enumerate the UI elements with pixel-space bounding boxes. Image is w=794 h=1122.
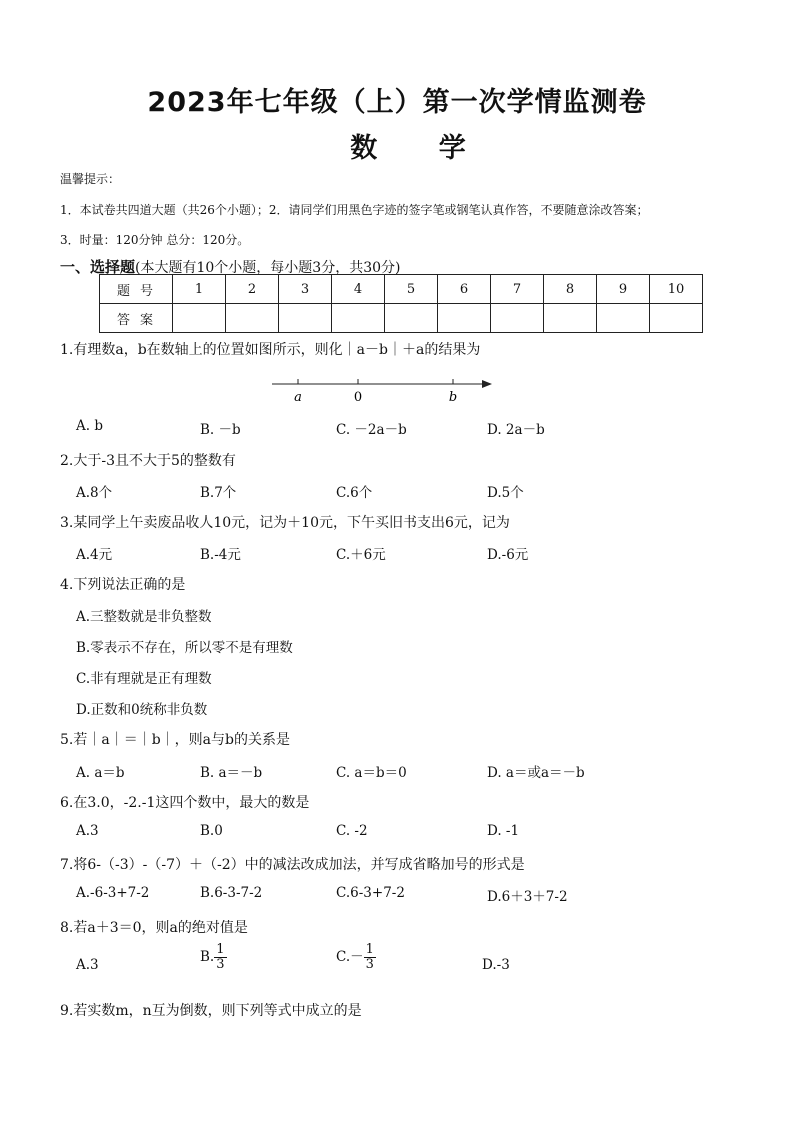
fraction-denominator: 3 bbox=[365, 957, 374, 972]
question-9-stem: 9.若实数m，n互为倒数，则下列等式中成立的是 bbox=[60, 1003, 362, 1019]
fraction-one-third bbox=[214, 943, 226, 972]
section-label: 一、选择题 bbox=[60, 258, 136, 276]
q4-option-c: C.非有理就是正有理数 bbox=[76, 671, 212, 687]
answer-table-row-answers bbox=[100, 304, 703, 333]
q3-option-c: C.＋6元 bbox=[336, 547, 386, 563]
q1-option-c: C. －2a－b bbox=[336, 422, 407, 438]
q3-option-b: B.-4元 bbox=[200, 547, 241, 563]
question-8-stem: 8.若a＋3＝0，则a的绝对值是 bbox=[60, 920, 248, 936]
question-2-stem: 2.大于-3且不大于5的整数有 bbox=[60, 453, 236, 469]
label-b: b bbox=[448, 390, 458, 405]
q6-option-a: A.3 bbox=[76, 823, 99, 839]
answer-table-number: 2 bbox=[226, 275, 279, 304]
q6-option-b: B.0 bbox=[200, 823, 223, 839]
q8-option-b-label: B. bbox=[200, 949, 215, 965]
fraction-numerator: 1 bbox=[216, 942, 225, 957]
answer-table-number: 5 bbox=[385, 275, 438, 304]
fraction-numerator: 1 bbox=[365, 942, 374, 957]
answer-table-number: 6 bbox=[438, 275, 491, 304]
q4-option-a: A.三整数就是非负整数 bbox=[76, 609, 212, 625]
answer-cell[interactable] bbox=[544, 304, 597, 333]
q5-option-d: D. a＝或a＝－b bbox=[487, 765, 585, 781]
answer-table-number: 3 bbox=[279, 275, 332, 304]
q2-option-b: B.7个 bbox=[200, 485, 237, 501]
answer-cell[interactable] bbox=[491, 304, 544, 333]
fraction-one-third bbox=[364, 943, 376, 972]
q5-option-b: B. a＝－b bbox=[200, 765, 263, 781]
tips-line-1: 1．本试卷共四道大题（共26个小题）；2．请同学们用黑色字迹的签字笔或钢笔认真作答，不要随意涂改答案； bbox=[60, 203, 649, 217]
q1-option-d: D. 2a－b bbox=[487, 422, 545, 438]
q8-option-d: D.-3 bbox=[482, 957, 510, 973]
q2-option-c: C.6个 bbox=[336, 485, 373, 501]
question-5-stem: 5.若｜a｜＝｜b｜，则a与b的关系是 bbox=[60, 732, 290, 748]
q6-option-d: D. -1 bbox=[487, 823, 520, 839]
answer-cell[interactable] bbox=[173, 304, 226, 333]
answer-cell[interactable] bbox=[226, 304, 279, 333]
answer-table-row-numbers bbox=[100, 275, 703, 304]
answer-table-number: 7 bbox=[491, 275, 544, 304]
q7-option-d: D.6＋3＋7-2 bbox=[487, 889, 568, 905]
answer-table-header-number: 题号 bbox=[100, 275, 173, 304]
label-0: 0 bbox=[353, 390, 363, 405]
q3-option-a: A.4元 bbox=[76, 547, 113, 563]
q8-option-c bbox=[336, 943, 376, 972]
q8-option-b bbox=[200, 943, 227, 972]
answer-table-number: 9 bbox=[597, 275, 650, 304]
exam-title: 2023年七年级（上）第一次学情监测卷 bbox=[147, 87, 647, 118]
answer-table-header-answer: 答案 bbox=[100, 304, 173, 333]
q8-option-c-label: C.－ bbox=[336, 949, 364, 965]
section-desc: (本大题有10个小题，每小题3分，共30分) bbox=[135, 260, 401, 276]
q2-option-d: D.5个 bbox=[487, 485, 524, 501]
question-4-stem: 4.下列说法正确的是 bbox=[60, 577, 186, 593]
answer-cell[interactable] bbox=[597, 304, 650, 333]
q5-option-c: C. a＝b＝0 bbox=[336, 765, 407, 781]
q5-option-a: A. a＝b bbox=[76, 765, 125, 781]
question-3-stem: 3.某同学上午卖废品收人10元，记为＋10元，下午买旧书支出6元，记为 bbox=[60, 515, 510, 531]
q6-option-c: C. -2 bbox=[336, 823, 368, 839]
answer-cell[interactable] bbox=[332, 304, 385, 333]
q3-option-d: D.-6元 bbox=[487, 547, 529, 563]
label-a: a bbox=[294, 390, 302, 405]
answer-table-number: 1 bbox=[173, 275, 226, 304]
q7-option-c: C.6-3+7-2 bbox=[336, 885, 405, 901]
q2-option-a: A.8个 bbox=[76, 485, 113, 501]
question-1-stem: 1.有理数a，b在数轴上的位置如图所示，则化｜a－b｜＋a的结果为 bbox=[60, 342, 481, 358]
fraction-denominator: 3 bbox=[216, 957, 225, 972]
q4-option-d: D.正数和0统称非负数 bbox=[76, 702, 208, 718]
number-line-arrow bbox=[482, 380, 492, 388]
answer-table-number: 8 bbox=[544, 275, 597, 304]
q7-option-a: A.-6-3+7-2 bbox=[76, 885, 150, 901]
subject-title: 数 学 bbox=[350, 133, 492, 164]
number-line-figure bbox=[270, 372, 500, 406]
answer-cell[interactable] bbox=[385, 304, 438, 333]
answer-cell[interactable] bbox=[438, 304, 491, 333]
q8-option-a: A.3 bbox=[76, 957, 99, 973]
tips-line-2: 3．时量：120分钟 总分：120分。 bbox=[60, 233, 250, 247]
answer-table bbox=[99, 274, 703, 333]
answer-cell[interactable] bbox=[650, 304, 703, 333]
q4-option-b: B.零表示不存在，所以零不是有理数 bbox=[76, 640, 293, 656]
answer-table-number: 10 bbox=[650, 275, 703, 304]
q1-option-a: A. b bbox=[76, 418, 103, 434]
tips-heading: 温馨提示： bbox=[60, 172, 121, 186]
question-7-stem: 7.将6-（-3）-（-7）＋（-2）中的减法改成加法，并写成省略加号的形式是 bbox=[60, 857, 525, 873]
question-6-stem: 6.在3.0，-2.-1这四个数中，最大的数是 bbox=[60, 795, 310, 811]
answer-cell[interactable] bbox=[279, 304, 332, 333]
q1-option-b: B. －b bbox=[200, 422, 241, 438]
q7-option-b: B.6-3-7-2 bbox=[200, 885, 263, 901]
answer-table-number: 4 bbox=[332, 275, 385, 304]
